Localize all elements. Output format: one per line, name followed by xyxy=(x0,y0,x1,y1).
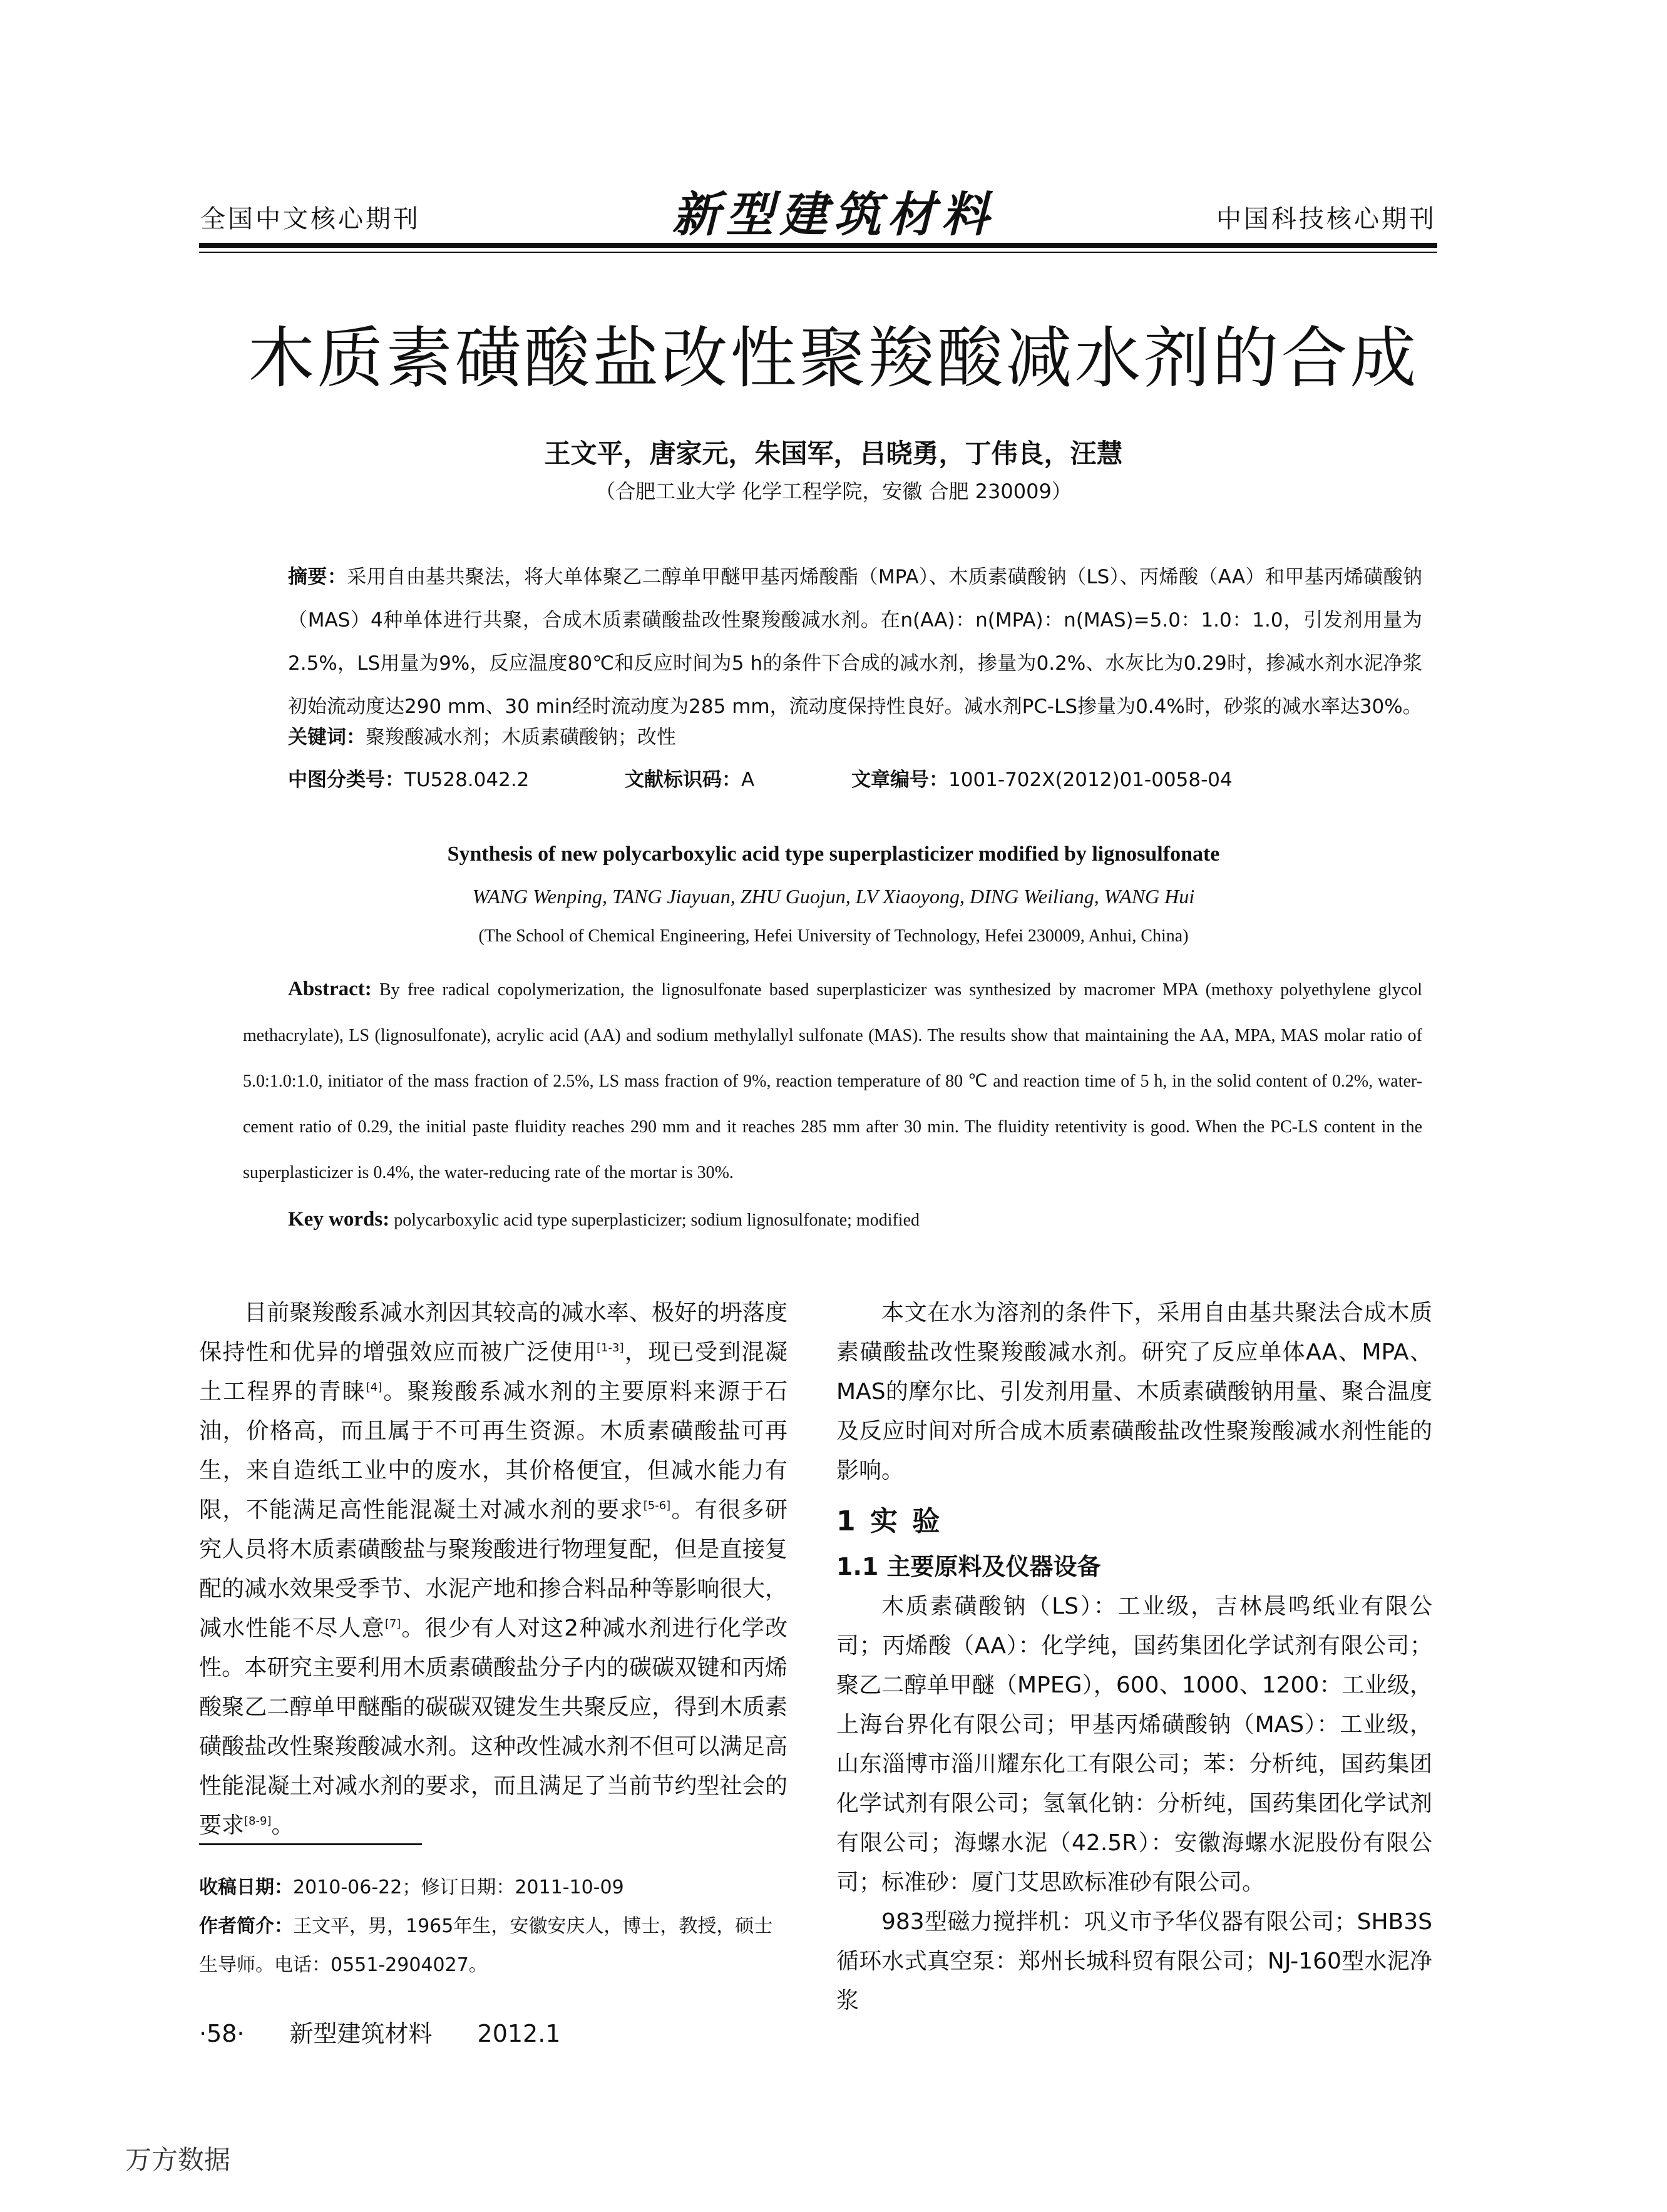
clc-label: 中图分类号： xyxy=(288,769,404,791)
equipment-paragraph: 983型磁力搅拌机：巩义市予华仪器有限公司；SHB3S循环水式真空泵：郑州长城科贸有限公司；NJ-160型水泥净浆 xyxy=(836,1909,1432,2014)
clc-code xyxy=(288,764,529,792)
intro-text-2: ，现已受到混凝土工程界的青睐 xyxy=(199,1339,787,1405)
bio-value: 王文平，男，1965年生，安徽安庆人，博士，教授，硕士生导师。电话：0551-2904027。 xyxy=(199,1915,773,1976)
citation-ref: [8-9] xyxy=(244,1815,272,1828)
header-rule-thin xyxy=(199,252,1437,253)
received-dates xyxy=(199,1868,787,1907)
abstract-en-label: Abstract: xyxy=(288,978,372,1000)
author-bio xyxy=(199,1907,787,1985)
paper-title: 木质素磺酸盐改性聚羧酸减水剂的合成 xyxy=(248,320,1419,397)
intro-text-5: 。很少有人对这2种减水剂进行化学改性。本研究主要利用木质素磺酸盐分子内的碳碳双键和丙烯酸聚乙二醇单甲醚酯的碳碳双键发生共聚反应，得到木质素磺酸盐改性聚羧酸减水剂。这种改性减水剂不但可以满足高性能混凝土对减水剂的要求，而且满足了当前节约型社会的要求 xyxy=(199,1615,787,1838)
citation-ref: [5-6] xyxy=(643,1499,671,1512)
doc-code xyxy=(625,764,754,792)
watermark: 万方数据 xyxy=(125,2144,231,2175)
journal-tag-right: 中国科技核心期刊 xyxy=(1216,205,1437,233)
citation-ref: [4] xyxy=(366,1381,382,1394)
intro-text-4: 。有很多研究人员将木质素磺酸盐与聚羧酸进行物理复配，但是直接复配的减水效果受季节、水泥产地和掺合料品种等影响很大，减水性能不尽人意 xyxy=(199,1497,787,1641)
abstract-cn-label: 摘要： xyxy=(288,566,347,588)
keywords-cn-text: 聚羧酸减水剂；木质素磺酸钠；改性 xyxy=(366,726,676,749)
article-number xyxy=(851,764,1233,792)
doc-label: 文献标识码： xyxy=(625,769,741,791)
page-number: ·58· xyxy=(199,2020,245,2047)
abstract-en xyxy=(243,966,1422,1196)
author-list: 王文平，唐家元，朱国军，吕晓勇，丁伟良，汪慧 xyxy=(544,438,1123,469)
intro-text-1: 目前聚羧酸系减水剂因其较高的减水率、极好的坍落度保持性和优异的增强效应而被广泛使用 xyxy=(199,1300,787,1365)
footnote xyxy=(199,1868,787,1985)
received-label: 收稿日期： xyxy=(199,1877,293,1898)
english-affiliation: (The School of Chemical Engineering, Hefei University of Technology, Hefei 230009, Anhui, China) xyxy=(478,926,1189,946)
footnote-rule xyxy=(199,1843,422,1845)
scope-paragraph: 本文在水为溶剂的条件下，采用自由基共聚法合成木质素磺酸盐改性聚羧酸减水剂。研究了反应单体AA、MPA、MAS的摩尔比、引发剂用量、木质素磺酸钠用量、聚合温度及反应时间对所合成木质素磺酸盐改性聚羧酸减水剂性能的影响。 xyxy=(836,1300,1432,1483)
keywords-cn-label: 关键词： xyxy=(288,726,366,749)
english-title: Synthesis of new polycarboxylic acid type superplasticizer modified by lignosulfonate xyxy=(447,842,1220,866)
intro-text-6: 。 xyxy=(271,1813,294,1838)
abstract-cn xyxy=(288,556,1422,729)
keywords-en xyxy=(288,1208,920,1231)
intro-paragraph xyxy=(199,1293,787,1845)
clc-value: TU528.042.2 xyxy=(404,769,530,791)
doc-value: A xyxy=(741,769,755,791)
journal-tag-left: 全国中文核心期刊 xyxy=(200,205,421,233)
citation-ref: [7] xyxy=(384,1617,401,1631)
keywords-cn xyxy=(288,721,676,749)
footer-journal: 新型建筑材料 xyxy=(289,2020,433,2047)
intro-text-3: 。聚羧酸系减水剂的主要原料来源于石油，价格高，而且属于不可再生资源。木质素磺酸盐可再生，来自造纸工业中的废水，其价格便宜，但减水能力有限，不能满足高性能混凝土对减水剂的要求 xyxy=(199,1379,787,1523)
journal-logo: 新型建筑材料 xyxy=(672,187,995,242)
article-value: 1001-702X(2012)01-0058-04 xyxy=(948,769,1233,791)
abstract-cn-text: 采用自由基共聚法，将大单体聚乙二醇单甲醚甲基丙烯酸酯（MPA）、木质素磺酸钠（LS）、丙烯酸（AA）和甲基丙烯磺酸钠（MAS）4种单体进行共聚，合成木质素磺酸盐改性聚羧酸减水剂。在n(AA)：n(MPA)：n(MAS)=5.0：1.0：1.0，引发剂用量为2.5%，LS用量为9%，反应温度80℃和反应时间为5 h的条件下合成的减水剂，掺量为0.2%、水灰比为0.29时，掺减水剂水泥净浆初始流动度达290 mm、30 min经时流动度为285 mm，流动度保持性良好。减水剂PC-LS掺量为0.4%时，砂浆的减水率达30%。 xyxy=(288,566,1422,718)
english-authors: WANG Wenping, TANG Jiayuan, ZHU Guojun, LV Xiaoyong, DING Weiliang, WANG Hui xyxy=(472,885,1195,908)
affiliation: （合肥工业大学 化学工程学院，安徽 合肥 230009） xyxy=(595,479,1072,503)
page-footer xyxy=(199,2014,606,2049)
bio-label: 作者简介： xyxy=(199,1915,293,1937)
subsection-heading-1-1: 1.1 主要原料及仪器设备 xyxy=(836,1553,1101,1580)
keywords-en-label: Key words: xyxy=(288,1208,390,1231)
body-column-right xyxy=(836,1293,1432,2020)
citation-ref: [1-3] xyxy=(597,1341,624,1354)
article-label: 文章编号： xyxy=(851,769,948,791)
body-column-left xyxy=(199,1293,787,1845)
header-rule-thick xyxy=(199,243,1437,248)
keywords-en-text: polycarboxylic acid type superplasticizer; sodium lignosulfonate; modified xyxy=(394,1211,920,1230)
abstract-en-text: By free radical copolymerization, the lignosulfonate based superplasticizer was synthesized by macromer MPA (methoxy polyethylene glycol methacrylate), LS (lignosulfonate), acrylic acid (AA) and sodium methylallyl sulfonate (MAS). The results show that maintaining the AA, MPA, MAS molar ratio of 5.0:1.0:1.0, initiator of the mass fraction of 2.5%, LS mass fraction of 9%, reaction temperature of 80 ℃ and reaction time of 5 h, in the solid content of 0.2%, water-cement ratio of 0.29, the initial paste fluidity reaches 290 mm and it reaches 285 mm after 30 min. The fluidity retentivity is good. When the PC-LS content in the superplasticizer is 0.4%, the water-reducing rate of the mortar is 30%. xyxy=(243,980,1422,1182)
materials-paragraph: 木质素磺酸钠（LS）：工业级，吉林晨鸣纸业有限公司；丙烯酸（AA）：化学纯，国药集团化学试剂有限公司；聚乙二醇单甲醚（MPEG），600、1000、1200：工业级，上海台界化有限公司；甲基丙烯磺酸钠（MAS）：工业级，山东淄博市淄川耀东化工有限公司；苯：分析纯，国药集团化学试剂有限公司；氢氧化钠：分析纯，国药集团化学试剂有限公司；海螺水泥（42.5R）：安徽海螺水泥股份有限公司；标准砂：厦门艾思欧标准砂有限公司。 xyxy=(836,1594,1432,1895)
section-heading-1: 1 实 验 xyxy=(836,1505,943,1537)
footer-issue: 2012.1 xyxy=(477,2020,561,2047)
received-value: 2010-06-22；修订日期：2011-10-09 xyxy=(293,1877,624,1898)
